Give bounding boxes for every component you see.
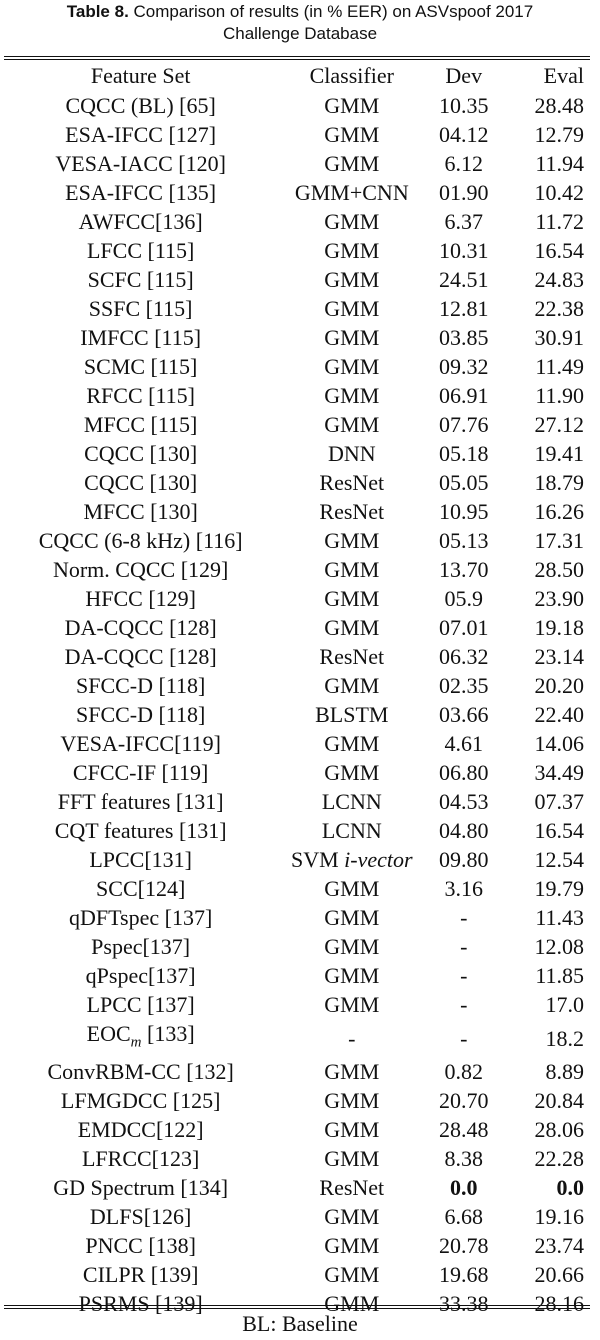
table-row xyxy=(4,149,590,178)
cell-classifier: GMM xyxy=(324,1233,380,1259)
cell-feature-set: LFCC [115] xyxy=(86,238,195,263)
cell-feature-set: CQCC (6-8 kHz) [116] xyxy=(38,528,243,553)
cell-eval: 18.79 xyxy=(534,470,584,495)
cell-feature-set: IMFCC [115] xyxy=(80,325,202,350)
table-row xyxy=(4,642,590,671)
cell-classifier: GMM xyxy=(324,325,380,350)
cell-classifier: GMM xyxy=(324,876,380,901)
table-row xyxy=(4,1019,590,1057)
cell-dev: 33.38 xyxy=(439,1291,489,1317)
cell-dev: 05.9 xyxy=(444,586,483,611)
caption-text: Comparison of results (in % EER) on ASVspoof 2017 xyxy=(128,2,534,21)
cell-classifier: GMM xyxy=(324,1088,380,1114)
cell-eval: 11.85 xyxy=(535,963,584,988)
cell-feature-set: FFT features [131] xyxy=(57,789,224,814)
cell-feature-set: $EOC_m$ [133] xyxy=(86,1021,195,1051)
bottom-rule-1 xyxy=(4,1305,590,1306)
cell-eval: 11.94 xyxy=(535,151,584,176)
cell-eval: 11.90 xyxy=(535,383,584,408)
cell-feature-set: SCMC [115] xyxy=(83,354,198,379)
cell-classifier: GMM xyxy=(324,731,380,756)
cell-eval: 16.54 xyxy=(534,238,584,263)
cell-dev: - xyxy=(460,992,468,1017)
cell-feature-set: RFCC [115] xyxy=(86,383,195,408)
cell-feature-set: PSRMS [139] xyxy=(78,1291,203,1317)
cell-feature-set: CQCC (BL) [65] xyxy=(65,93,216,118)
cell-classifier: GMM xyxy=(324,557,380,582)
cell-dev: 10.31 xyxy=(439,238,489,263)
table-row xyxy=(4,932,590,961)
cell-dev: 13.70 xyxy=(439,557,489,582)
cell-dev: 05.13 xyxy=(439,528,489,553)
table-row xyxy=(4,845,590,874)
cell-feature-set: VESA-IACC [120] xyxy=(55,151,226,176)
cell-eval: 17.31 xyxy=(534,528,584,553)
table-row xyxy=(4,1057,590,1086)
caption-line-2: Challenge Database xyxy=(222,24,378,43)
table-row xyxy=(4,700,590,729)
cell-eval: 19.79 xyxy=(534,876,584,901)
cell-dev: 12.81 xyxy=(439,296,489,321)
table-row xyxy=(4,990,590,1019)
cell-feature-set: DA-CQCC [128] xyxy=(64,644,217,669)
cell-dev: 01.90 xyxy=(439,180,489,205)
table-row xyxy=(4,613,590,642)
cell-eval: 16.54 xyxy=(534,818,584,843)
table-row xyxy=(4,91,590,120)
cell-classifier: GMM xyxy=(324,963,380,988)
cell-dev: 4.61 xyxy=(444,731,483,756)
cell-classifier: GMM xyxy=(324,412,380,437)
cell-classifier: ResNet xyxy=(319,499,385,524)
table-row xyxy=(4,1115,590,1144)
cell-classifier: GMM xyxy=(324,992,380,1017)
cell-feature-set: CFCC-IF [119] xyxy=(72,760,209,785)
table-row xyxy=(4,352,590,381)
cell-classifier: GMM xyxy=(324,528,380,553)
cell-eval: 19.41 xyxy=(534,441,584,466)
cell-eval: 12.79 xyxy=(534,122,584,147)
cell-classifier: ResNet xyxy=(319,1175,385,1201)
cell-classifier: SVM i-vector xyxy=(290,847,413,872)
cell-classifier: GMM xyxy=(324,905,380,930)
header-classifier: Classifier xyxy=(309,63,394,88)
cell-classifier: GMM xyxy=(324,209,380,234)
table-row xyxy=(4,294,590,323)
table-row xyxy=(4,874,590,903)
cell-feature-set: DA-CQCC [128] xyxy=(64,615,217,640)
cell-eval: 22.38 xyxy=(534,296,584,321)
cell-classifier: GMM xyxy=(324,122,380,147)
cell-eval: 18.2 xyxy=(545,1025,584,1051)
cell-eval: 16.26 xyxy=(534,499,584,524)
cell-dev: 6.68 xyxy=(444,1204,483,1230)
cell-eval: 12.08 xyxy=(534,934,584,959)
cell-eval: 11.49 xyxy=(535,354,584,379)
cell-feature-set: VESA-IFCC[119] xyxy=(60,731,221,756)
cell-eval: 8.89 xyxy=(545,1059,584,1085)
cell-eval: 20.66 xyxy=(534,1262,584,1288)
cell-classifier: GMM xyxy=(324,1059,380,1085)
cell-feature-set: Norm. CQCC [129] xyxy=(52,557,229,582)
cell-dev: 28.48 xyxy=(439,1117,489,1143)
cell-eval: 14.06 xyxy=(534,731,584,756)
cell-classifier: LCNN xyxy=(321,818,382,843)
cell-eval: 20.84 xyxy=(534,1088,584,1114)
cell-feature-set: HFCC [129] xyxy=(85,586,196,611)
table-row xyxy=(4,1231,590,1260)
cell-eval: 17.0 xyxy=(545,992,584,1017)
top-rule-2 xyxy=(4,59,590,60)
cell-classifier: GMM+CNN xyxy=(294,180,409,205)
cell-feature-set: SCFC [115] xyxy=(87,267,194,292)
cell-dev: 04.12 xyxy=(439,122,489,147)
top-rule-1 xyxy=(4,56,590,57)
table-row xyxy=(4,1086,590,1115)
cell-classifier: BLSTM xyxy=(315,702,389,727)
cell-eval: 11.72 xyxy=(535,209,584,234)
table-row xyxy=(4,961,590,990)
cell-eval: 23.74 xyxy=(534,1233,584,1259)
cell-feature-set: SSFC [115] xyxy=(88,296,193,321)
cell-feature-set: SCC[124] xyxy=(96,876,186,901)
table-row xyxy=(4,207,590,236)
cell-dev: 06.91 xyxy=(439,383,489,408)
table-row xyxy=(4,236,590,265)
cell-feature-set: PNCC [138] xyxy=(85,1233,196,1259)
cell-classifier: ResNet xyxy=(319,470,385,495)
table-row xyxy=(4,526,590,555)
cell-dev: 6.37 xyxy=(444,209,483,234)
cell-dev: 6.12 xyxy=(444,151,483,176)
cell-feature-set: ConvRBM-CC [132] xyxy=(47,1059,234,1085)
cell-feature-set: qPspec[137] xyxy=(85,963,196,988)
cell-dev: 0.0 xyxy=(450,1175,478,1201)
header-feature-set: Feature Set xyxy=(90,63,191,88)
caption-label: Table 8. xyxy=(66,2,129,21)
table-row xyxy=(4,265,590,294)
cell-classifier: GMM xyxy=(324,673,380,698)
cell-feature-set: LPCC [137] xyxy=(86,992,195,1017)
cell-dev: 04.53 xyxy=(439,789,489,814)
cell-dev: 03.85 xyxy=(439,325,489,350)
cell-classifier: GMM xyxy=(324,586,380,611)
cell-dev: 07.76 xyxy=(439,412,489,437)
cell-feature-set: Pspec[137] xyxy=(91,934,191,959)
table-header-row xyxy=(4,61,590,91)
cell-dev: 06.80 xyxy=(439,760,489,785)
table-row xyxy=(4,1144,590,1173)
cell-classifier: GMM xyxy=(324,934,380,959)
cell-classifier: ResNet xyxy=(319,644,385,669)
cell-classifier: LCNN xyxy=(321,789,382,814)
cell-eval: 28.06 xyxy=(534,1117,584,1143)
cell-dev: - xyxy=(460,934,468,959)
cell-classifier: GMM xyxy=(324,267,380,292)
cell-feature-set: SFCC-D [118] xyxy=(75,673,206,698)
cell-dev: 24.51 xyxy=(439,267,489,292)
cell-feature-set: CILPR [139] xyxy=(82,1262,199,1288)
cell-eval: 22.28 xyxy=(534,1146,584,1172)
table-row xyxy=(4,787,590,816)
cell-eval: 28.48 xyxy=(534,93,584,118)
cell-eval: 0.0 xyxy=(556,1175,584,1201)
cell-dev: 06.32 xyxy=(439,644,489,669)
cell-eval: 34.49 xyxy=(534,760,584,785)
table-row xyxy=(4,903,590,932)
cell-eval: 11.43 xyxy=(535,905,584,930)
footnote: BL: Baseline xyxy=(242,1311,358,1336)
cell-feature-set: ESA-IFCC [135] xyxy=(65,180,217,205)
cell-feature-set: DLFS[126] xyxy=(89,1204,192,1230)
cell-classifier: GMM xyxy=(324,1262,380,1288)
cell-classifier: - xyxy=(348,1025,356,1051)
cell-eval: 19.18 xyxy=(534,615,584,640)
cell-dev: 09.32 xyxy=(439,354,489,379)
table-row xyxy=(4,816,590,845)
table-caption xyxy=(0,0,600,45)
cell-classifier: GMM xyxy=(324,615,380,640)
cell-dev: 8.38 xyxy=(444,1146,483,1172)
cell-eval: 28.50 xyxy=(534,557,584,582)
table-row xyxy=(4,497,590,526)
cell-feature-set: CQCC [130] xyxy=(84,470,198,495)
cell-eval: 24.83 xyxy=(534,267,584,292)
cell-dev: 04.80 xyxy=(439,818,489,843)
cell-dev: - xyxy=(460,963,468,988)
cell-eval: 12.54 xyxy=(534,847,584,872)
cell-eval: 23.14 xyxy=(534,644,584,669)
cell-dev: 03.66 xyxy=(439,702,489,727)
table-row xyxy=(4,178,590,207)
cell-dev: 05.18 xyxy=(439,441,489,466)
cell-feature-set: EMDCC[122] xyxy=(77,1117,204,1143)
cell-eval: 30.91 xyxy=(534,325,584,350)
header-dev: Dev xyxy=(445,63,483,88)
table-row xyxy=(4,584,590,613)
cell-feature-set: MFCC [115] xyxy=(83,412,198,437)
table-row xyxy=(4,758,590,787)
table-row xyxy=(4,381,590,410)
table-row xyxy=(4,439,590,468)
table-row xyxy=(4,1173,590,1202)
caption-line-1 xyxy=(0,1,600,23)
cell-dev: 19.68 xyxy=(439,1262,489,1288)
cell-classifier: GMM xyxy=(324,238,380,263)
cell-classifier: GMM xyxy=(324,1146,380,1172)
cell-feature-set: MFCC [130] xyxy=(83,499,198,524)
cell-dev: 02.35 xyxy=(439,673,489,698)
cell-eval: 10.42 xyxy=(534,180,584,205)
cell-eval: 27.12 xyxy=(534,412,584,437)
cell-eval: 20.20 xyxy=(534,673,584,698)
cell-classifier: GMM xyxy=(324,354,380,379)
cell-dev: - xyxy=(460,1025,468,1051)
cell-classifier: DNN xyxy=(327,441,376,466)
cell-classifier: GMM xyxy=(324,296,380,321)
cell-dev: 07.01 xyxy=(439,615,489,640)
cell-classifier: GMM xyxy=(324,1204,380,1230)
cell-feature-set: SFCC-D [118] xyxy=(75,702,206,727)
cell-dev: 3.16 xyxy=(444,876,483,901)
cell-feature-set: GD Spectrum [134] xyxy=(53,1175,229,1201)
cell-feature-set: LPCC[131] xyxy=(89,847,192,872)
header-eval: Eval xyxy=(543,63,584,88)
cell-eval: 07.37 xyxy=(534,789,584,814)
cell-classifier: GMM xyxy=(324,1291,380,1317)
cell-dev: 09.80 xyxy=(439,847,489,872)
cell-classifier: GMM xyxy=(324,383,380,408)
cell-eval: 22.40 xyxy=(534,702,584,727)
cell-dev: 10.35 xyxy=(439,93,489,118)
cell-classifier: GMM xyxy=(324,1117,380,1143)
cell-dev: 10.95 xyxy=(439,499,489,524)
table-row xyxy=(4,555,590,584)
cell-dev: - xyxy=(460,905,468,930)
cell-classifier: GMM xyxy=(324,151,380,176)
cell-classifier: GMM xyxy=(324,93,380,118)
cell-feature-set: LFMGDCC [125] xyxy=(60,1088,221,1114)
table-body xyxy=(4,91,590,1318)
cell-feature-set: ESA-IFCC [127] xyxy=(65,122,217,147)
cell-feature-set: LFRCC[123] xyxy=(81,1146,200,1172)
cell-dev: 05.05 xyxy=(439,470,489,495)
table-row xyxy=(4,323,590,352)
cell-dev: 20.70 xyxy=(439,1088,489,1114)
table-row xyxy=(4,729,590,758)
table-row xyxy=(4,468,590,497)
cell-feature-set: qDFTspec [137] xyxy=(69,905,213,930)
cell-feature-set: CQCC [130] xyxy=(84,441,198,466)
cell-eval: 19.16 xyxy=(534,1204,584,1230)
cell-dev: 0.82 xyxy=(444,1059,483,1085)
table-row xyxy=(4,671,590,700)
cell-feature-set: CQT features [131] xyxy=(54,818,227,843)
results-table xyxy=(4,61,590,1318)
cell-feature-set: AWFCC[136] xyxy=(78,209,203,234)
table-row xyxy=(4,120,590,149)
cell-dev: 20.78 xyxy=(439,1233,489,1259)
table-row xyxy=(4,1260,590,1289)
table-row xyxy=(4,1202,590,1231)
cell-eval: 28.16 xyxy=(534,1291,584,1317)
cell-classifier: GMM xyxy=(324,760,380,785)
table-row xyxy=(4,410,590,439)
bottom-rule-2 xyxy=(4,1308,590,1309)
cell-eval: 23.90 xyxy=(534,586,584,611)
